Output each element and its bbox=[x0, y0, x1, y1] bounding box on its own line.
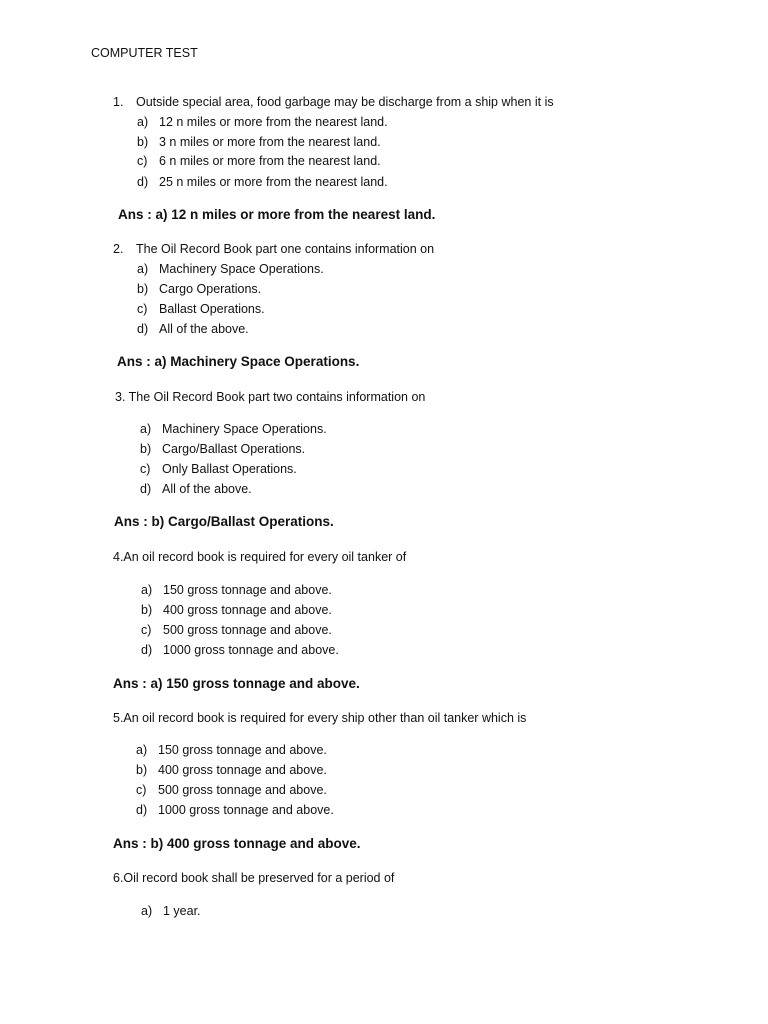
answer-line: Ans : a) Machinery Space Operations. bbox=[117, 354, 360, 369]
option-item bbox=[140, 461, 297, 477]
option-text: Ballast Operations. bbox=[159, 302, 265, 316]
option-label: c) bbox=[137, 154, 148, 168]
option-item bbox=[137, 153, 381, 169]
option-label: d) bbox=[137, 175, 149, 189]
option-item bbox=[136, 762, 327, 778]
option-text: 500 gross tonnage and above. bbox=[163, 623, 332, 637]
option-label: c) bbox=[140, 462, 151, 476]
option-item bbox=[141, 642, 339, 658]
option-text: All of the above. bbox=[159, 322, 249, 336]
option-text: 500 gross tonnage and above. bbox=[158, 783, 327, 797]
option-text: Cargo Operations. bbox=[159, 282, 262, 296]
option-label: a) bbox=[141, 904, 153, 918]
option-item bbox=[137, 134, 381, 150]
option-label: a) bbox=[136, 743, 148, 757]
question-text: 4.An oil record book is required for every oil tanker of bbox=[113, 550, 407, 564]
answer-line: Ans : b) 400 gross tonnage and above. bbox=[113, 836, 361, 851]
answer-line: Ans : a) 150 gross tonnage and above. bbox=[113, 676, 360, 691]
option-label: c) bbox=[141, 623, 152, 637]
option-label: b) bbox=[141, 603, 153, 617]
option-item bbox=[136, 802, 334, 818]
option-text: Cargo/Ballast Operations. bbox=[162, 442, 306, 456]
option-item bbox=[137, 281, 261, 297]
option-item bbox=[141, 622, 332, 638]
option-label: d) bbox=[136, 803, 148, 817]
option-label: b) bbox=[137, 135, 149, 149]
option-label: b) bbox=[136, 763, 148, 777]
question-number: 1. bbox=[113, 95, 124, 109]
option-item bbox=[140, 441, 305, 457]
option-item bbox=[141, 903, 201, 919]
option-item bbox=[137, 301, 265, 317]
option-item bbox=[137, 174, 388, 190]
answer-line: Ans : a) 12 n miles or more from the nearest land. bbox=[118, 207, 436, 222]
option-text: 6 n miles or more from the nearest land. bbox=[159, 154, 381, 168]
option-item bbox=[140, 481, 252, 497]
option-label: a) bbox=[137, 115, 149, 129]
option-item bbox=[136, 742, 327, 758]
option-text: 400 gross tonnage and above. bbox=[163, 603, 332, 617]
option-item bbox=[141, 602, 332, 618]
option-label: a) bbox=[140, 422, 152, 436]
option-item bbox=[140, 421, 327, 437]
option-item bbox=[137, 261, 324, 277]
option-item bbox=[137, 114, 388, 130]
option-item bbox=[137, 321, 249, 337]
option-label: b) bbox=[140, 442, 152, 456]
option-text: 3 n miles or more from the nearest land. bbox=[159, 135, 381, 149]
option-text: All of the above. bbox=[162, 482, 252, 496]
question-text: Outside special area, food garbage may be discharge from a ship when it is bbox=[136, 95, 554, 109]
option-text: 12 n miles or more from the nearest land. bbox=[159, 115, 388, 129]
option-text: Machinery Space Operations. bbox=[159, 262, 324, 276]
page-title: COMPUTER TEST bbox=[91, 46, 198, 60]
question-text: 6.Oil record book shall be preserved for a period of bbox=[113, 871, 395, 885]
option-text: 150 gross tonnage and above. bbox=[163, 583, 332, 597]
option-text: 400 gross tonnage and above. bbox=[158, 763, 327, 777]
option-text: Only Ballast Operations. bbox=[162, 462, 297, 476]
option-text: 1 year. bbox=[163, 904, 201, 918]
option-label: d) bbox=[140, 482, 152, 496]
option-text: 150 gross tonnage and above. bbox=[158, 743, 327, 757]
option-text: 25 n miles or more from the nearest land. bbox=[159, 175, 388, 189]
answer-line: Ans : b) Cargo/Ballast Operations. bbox=[114, 514, 334, 529]
option-label: b) bbox=[137, 282, 149, 296]
option-label: a) bbox=[141, 583, 153, 597]
option-label: d) bbox=[137, 322, 149, 336]
option-label: d) bbox=[141, 643, 153, 657]
question-number: 2. bbox=[113, 242, 124, 256]
option-label: c) bbox=[137, 302, 148, 316]
option-item bbox=[141, 582, 332, 598]
question-text: 3. The Oil Record Book part two contains information on bbox=[115, 390, 426, 404]
question-text: 5.An oil record book is required for every ship other than oil tanker which is bbox=[113, 711, 527, 725]
option-text: 1000 gross tonnage and above. bbox=[163, 643, 339, 657]
question-text: The Oil Record Book part one contains information on bbox=[136, 242, 435, 256]
option-item bbox=[136, 782, 327, 798]
option-label: c) bbox=[136, 783, 147, 797]
option-text: 1000 gross tonnage and above. bbox=[158, 803, 334, 817]
option-text: Machinery Space Operations. bbox=[162, 422, 327, 436]
option-label: a) bbox=[137, 262, 149, 276]
